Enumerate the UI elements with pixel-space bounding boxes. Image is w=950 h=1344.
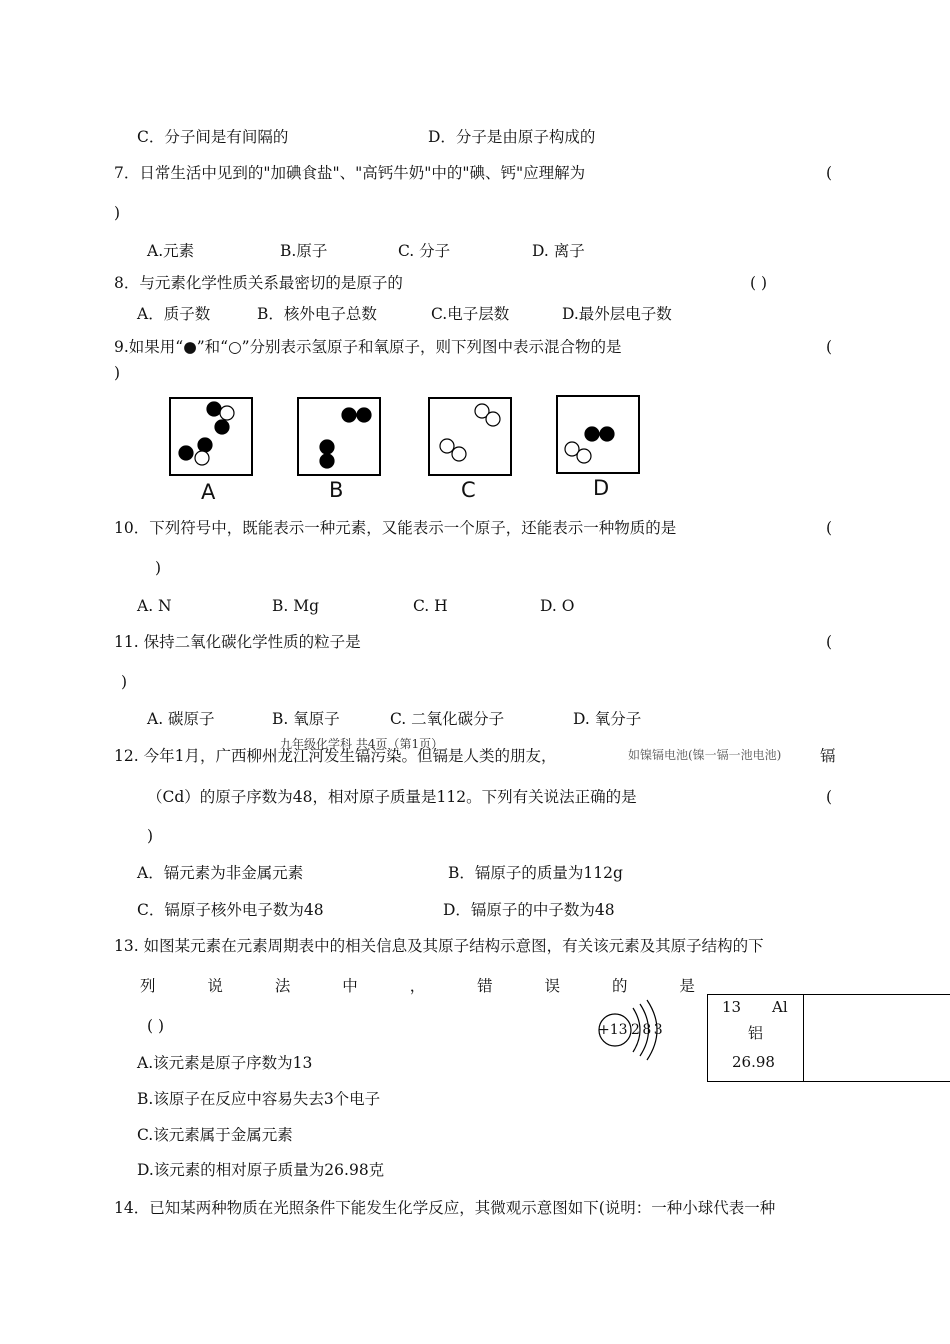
q9-stem: 9.如果用“●”和“○”分别表示氢原子和氧原子，则下列图中表示混合物的是 [114, 338, 622, 356]
q13-char: 错 [477, 977, 493, 995]
diagram-box-d [556, 395, 640, 474]
q13-stem-line1: 13. 如图某元素在元素周期表中的相关信息及其原子结构示意图，有关该元素及其原子结构的下 [114, 937, 764, 955]
q13-char: 是 [679, 977, 695, 995]
q13-char: 误 [544, 977, 561, 995]
q7-paren-open: ( [826, 164, 833, 182]
q13-char: 中 [342, 977, 358, 995]
q13-paren: ( ) [147, 1017, 165, 1035]
q7-paren-close: ) [114, 204, 121, 222]
q12-option-c: C．镉原子核外电子数为48 [137, 901, 324, 919]
q11-stem: 11. 保持二氧化碳化学性质的粒子是 [114, 633, 361, 651]
q12-option-a: A．镉元素为非金属元素 [137, 864, 304, 882]
q11-paren-close: ) [121, 673, 128, 691]
q11-option-a: A. 碳原子 [147, 710, 215, 728]
q9-paren-close: ) [114, 364, 121, 382]
diagram-label-c: C [461, 478, 476, 502]
q7-option-b: B.原子 [280, 242, 328, 260]
q8-option-a: A．质子数 [137, 305, 211, 323]
q14-stem: 14．已知某两种物质在光照条件下能发生化学反应，其微观示意图如下(说明：一种小球代表一种 [114, 1199, 776, 1217]
element-name: 铝 [748, 1024, 764, 1042]
q8-stem: 8．与元素化学性质关系最密切的是原子的 [114, 274, 403, 292]
periodic-table-cell [707, 994, 950, 1082]
q13-option-a: A.该元素是原子序数为13 [137, 1054, 313, 1072]
element-atomic-mass: 26.98 [732, 1053, 775, 1071]
q13-char: 列 [140, 977, 156, 995]
q7-option-d: D. 离子 [532, 242, 585, 260]
q6-option-c: C．分子间是有间隔的 [137, 128, 289, 146]
q6-option-d: D．分子是由原子构成的 [428, 128, 596, 146]
q13-stem-line2 [140, 976, 695, 996]
diagram-box-c [428, 397, 512, 476]
q12-option-d: D．镉原子的中子数为48 [443, 901, 615, 919]
q10-option-d: D. O [540, 597, 575, 615]
q13-option-c: C.该元素属于金属元素 [137, 1126, 293, 1144]
atom-shell-electrons: 2 8 3 [631, 1022, 662, 1038]
q10-paren-open: ( [826, 519, 833, 537]
q7-option-a: A.元素 [147, 242, 195, 260]
q12-stem-line1-end: 镉 [820, 747, 836, 765]
q10-paren-close: ) [155, 559, 162, 577]
q12-stem-line2: （Cd）的原子序数为48，相对原子质量是112。下列有关说法正确的是 [147, 788, 637, 806]
q13-option-d: D.该元素的相对原子质量为26.98克 [137, 1161, 385, 1179]
q13-char: ， [409, 977, 426, 995]
q12-paren-close: ) [147, 827, 154, 845]
q12-option-b: B．镉原子的质量为112g [448, 864, 623, 882]
q11-option-c: C. 二氧化碳分子 [390, 710, 505, 728]
element-atomic-number: 13 [722, 998, 742, 1016]
q11-option-d: D. 氧分子 [573, 710, 642, 728]
element-symbol: Al [772, 998, 788, 1016]
q12-stem-line1: 12. 今年1月，广西柳州龙江河发生镉污染。但镉是人类的朋友， [114, 747, 557, 765]
diagram-label-d: D [593, 476, 610, 500]
diagram-label-a: A [201, 480, 216, 504]
diagram-c-molecules [430, 399, 510, 474]
q12-paren-open: ( [826, 788, 833, 806]
atom-structure-diagram [595, 998, 670, 1062]
q10-option-a: A. N [137, 597, 172, 615]
diagram-a-molecules [171, 399, 251, 474]
footer-overlap-text: 如镍镉电池(镍一镉一池电池) [628, 748, 782, 762]
q13-char: 说 [207, 977, 223, 995]
q8-option-d: D.最外层电子数 [562, 305, 672, 323]
q7-stem: 7．日常生活中见到的"加碘食盐"、"高钙牛奶"中的"碘、钙"应理解为 [114, 164, 586, 182]
q13-char: 的 [611, 977, 628, 995]
q8-paren: ( ) [750, 274, 768, 292]
q8-option-b: B．核外电子总数 [257, 305, 377, 323]
page-footer: 九年级化学科 共4页（第1页） [280, 737, 444, 751]
diagram-label-b: B [329, 478, 344, 502]
q7-option-c: C. 分子 [398, 242, 451, 260]
q9-paren-open: ( [826, 338, 833, 356]
diagram-b-molecules [299, 399, 379, 474]
q11-paren-open: ( [826, 633, 833, 651]
q10-option-b: B. Mg [272, 597, 320, 615]
diagram-box-a [169, 397, 253, 476]
q13-option-b: B.该原子在反应中容易失去3个电子 [137, 1090, 381, 1108]
q8-option-c: C.电子层数 [431, 305, 510, 323]
diagram-d-molecules [558, 397, 638, 472]
periodic-table-divider [803, 995, 804, 1081]
atom-nucleus-charge: +13 [598, 1022, 628, 1038]
q13-char: 法 [274, 977, 291, 995]
q11-option-b: B. 氧原子 [272, 710, 340, 728]
q10-stem: 10．下列符号中，既能表示一种元素，又能表示一个原子，还能表示一种物质的是 [114, 519, 677, 537]
diagram-box-b [297, 397, 381, 476]
q10-option-c: C. H [413, 597, 448, 615]
